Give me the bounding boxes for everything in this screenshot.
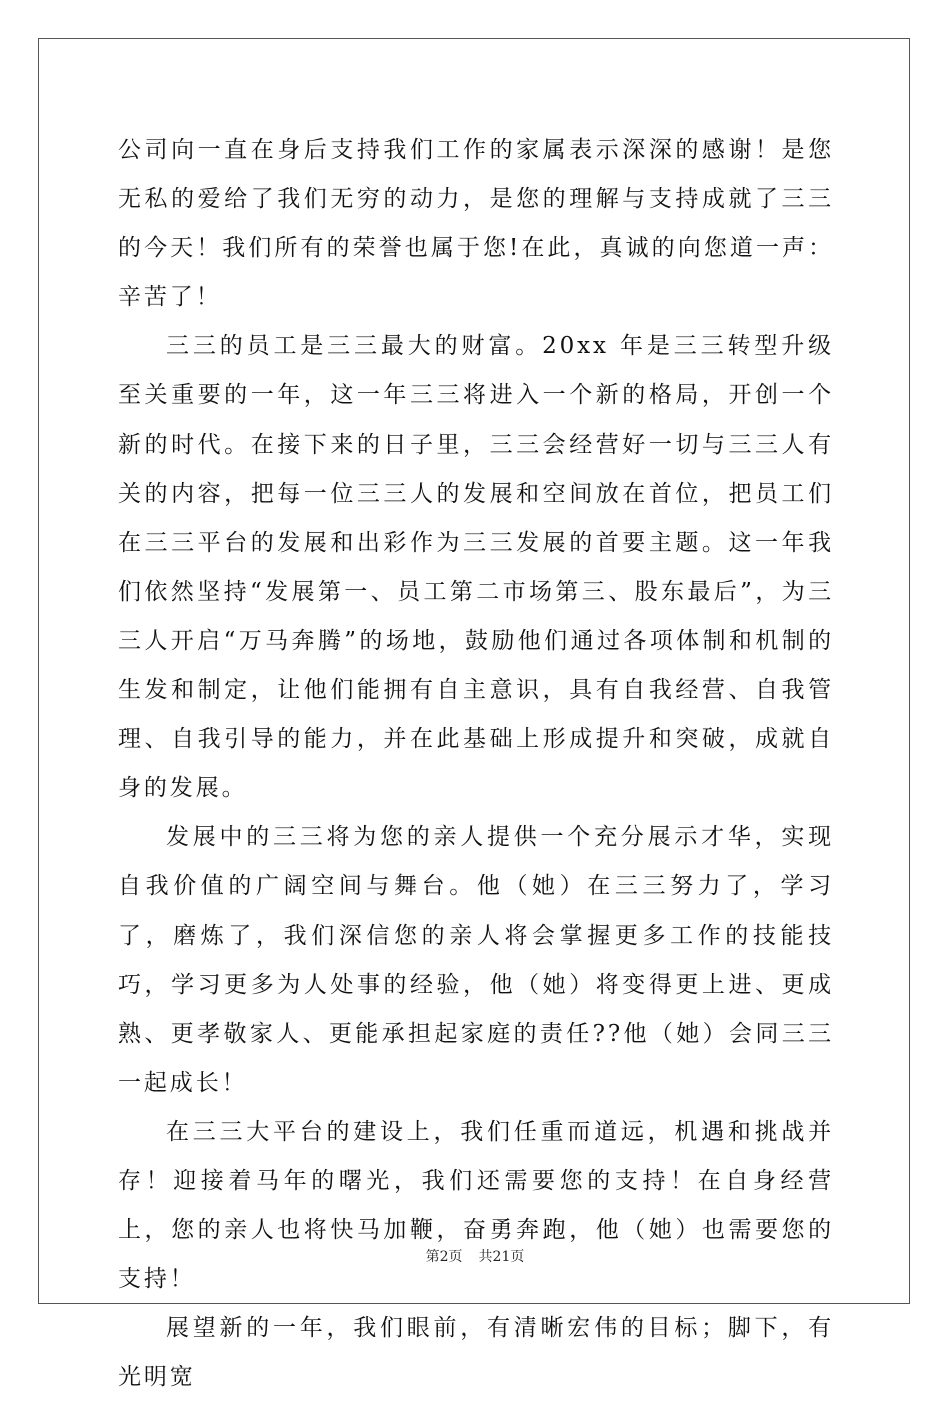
paragraph-4: 在三三大平台的建设上，我们任重而道远，机遇和挑战并存！迎接着马年的曙光，我们还需要您的支持！在自身经营上，您的亲人也将快马加鞭，奋勇奔跑，他（她）也需要您的支持！ bbox=[118, 1118, 834, 1293]
paragraph-2: 三三的员工是三三最大的财富。20xx 年是三三转型升级至关重要的一年，这一年三三将进入一个新的格局，开创一个新的时代。在接下来的日子里，三三会经营好一切与三三人有关的内容，把每一位三三人的发展和空间放在首位，把员工们在三三平台的发展和出彩作为三三发展的首要主题。这一年我们依然坚持“发展第一、员工第二市场第三、股东最后”，为三三人开启“万马奔腾”的场地，鼓励他们通过各项体制和机制的生发和制定，让他们能拥有自主意识，具有自我经营、自我管理、自我引导的能力，并在此基础上形成提升和突破，成就自身的发展。 bbox=[118, 333, 834, 802]
total-pages-label: 共21页 bbox=[478, 1249, 525, 1265]
document-body bbox=[118, 126, 834, 1402]
paragraph-3: 发展中的三三将为您的亲人提供一个充分展示才华，实现自我价值的广阔空间与舞台。他（她）在三三努力了，学习了，磨炼了，我们深信您的亲人将会掌握更多工作的技能技巧，学习更多为人处事的经验，他（她）将变得更上进、更成熟、更孝敬家人、更能承担起家庭的责任??他（她）会同三三一起成长！ bbox=[118, 824, 834, 1096]
paragraph-1: 公司向一直在身后支持我们工作的家属表示深深的感谢！是您无私的爱给了我们无穷的动力，是您的理解与支持成就了三三的今天！我们所有的荣誉也属于您!在此，真诚的向您道一声：辛苦了！ bbox=[118, 137, 834, 311]
paragraph-5: 展望新的一年，我们眼前，有清晰宏伟的目标；脚下，有光明宽 bbox=[118, 1315, 834, 1391]
page-footer bbox=[0, 1246, 950, 1266]
current-page-label: 第2页 bbox=[425, 1249, 463, 1265]
